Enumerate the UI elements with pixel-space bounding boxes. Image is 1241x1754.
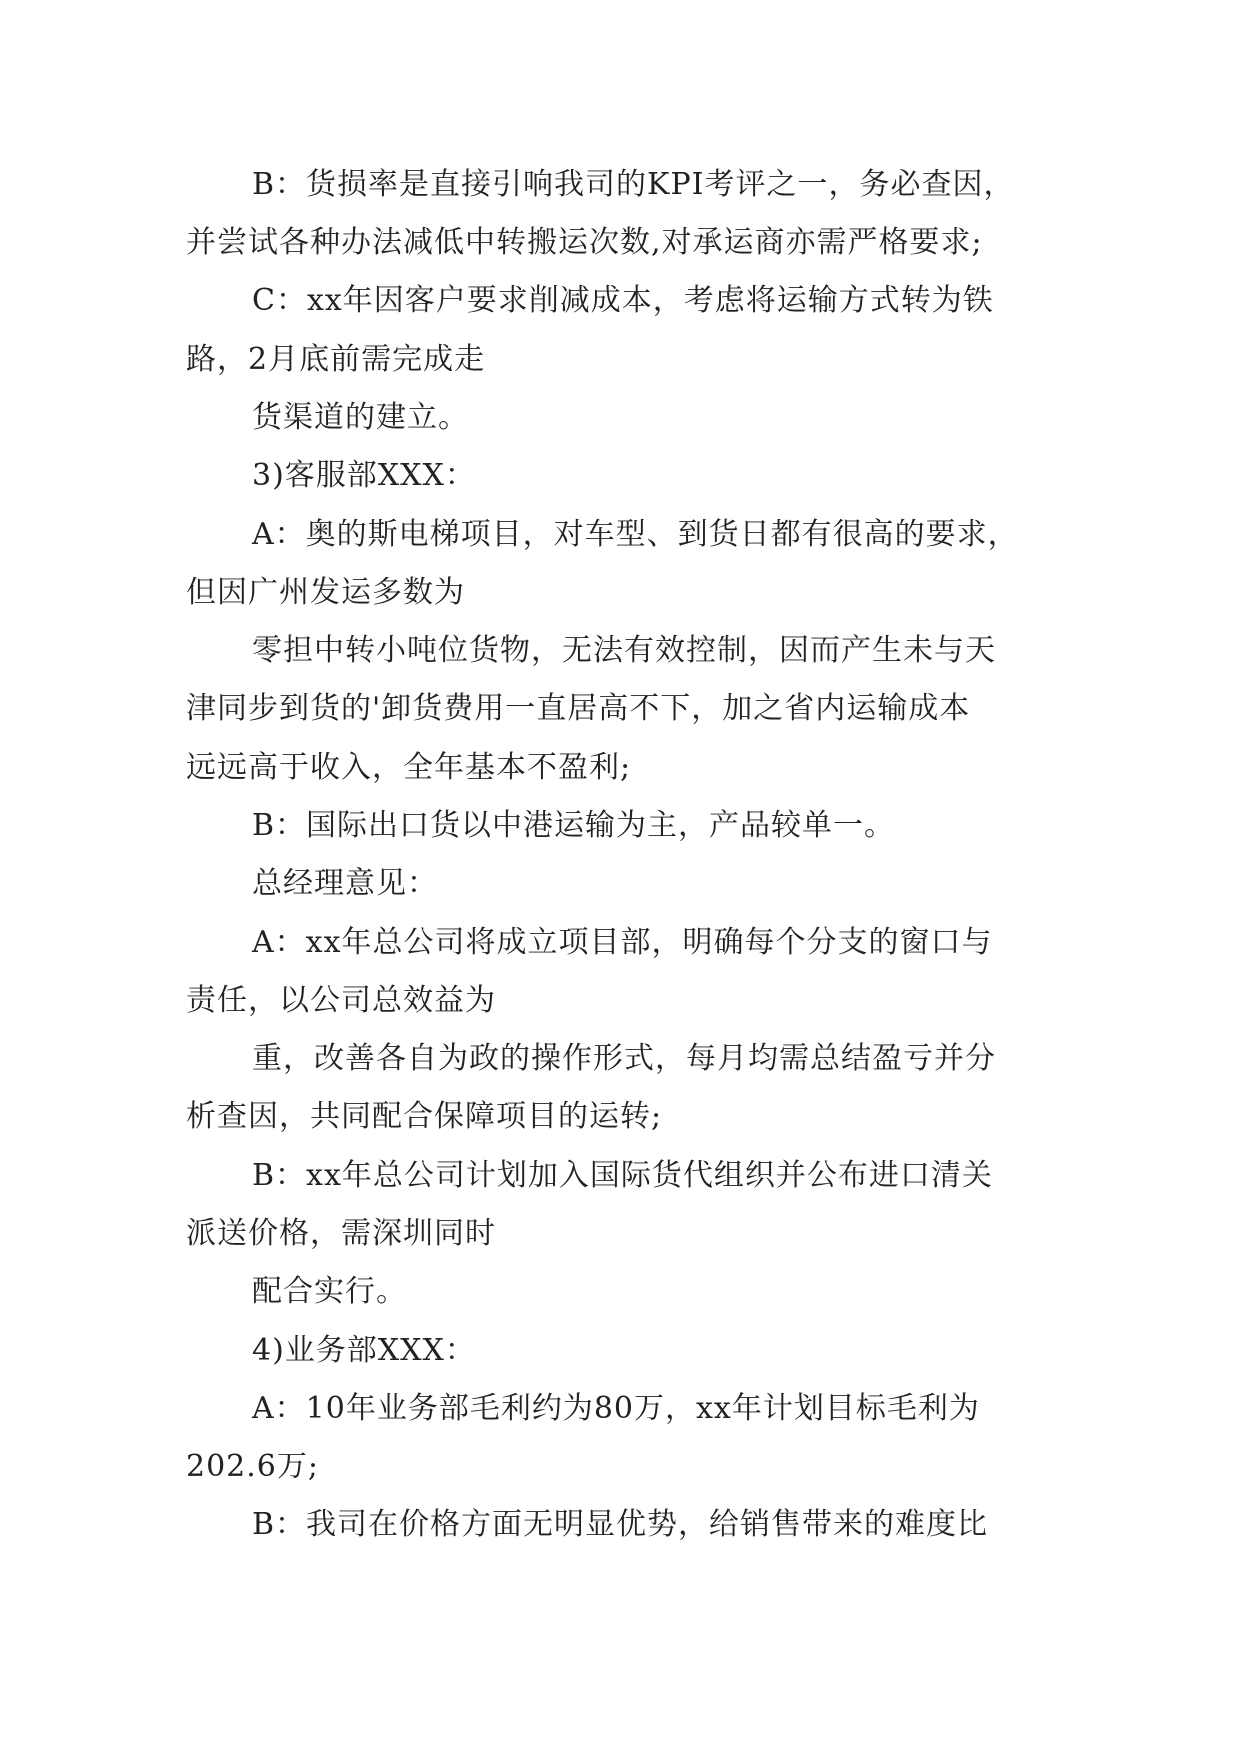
text-line: B：我司在价格方面无明显优势，给销售带来的难度比	[252, 1507, 989, 1542]
section-heading: 3)客服部XXX：	[252, 458, 476, 493]
text-line: 并尝试各种办法减低中转搬运次数,对承运商亦需严格要求;	[186, 225, 983, 260]
text-line: B：xx年总公司计划加入国际货代组织并公布进口清关	[252, 1158, 993, 1193]
text-line: 202.6万;	[186, 1449, 319, 1484]
text-line: 重，改善各自为政的操作形式，每月均需总结盈亏并分	[252, 1041, 996, 1076]
section-heading: 总经理意见：	[252, 866, 438, 901]
text-line: 零担中转小吨位货物，无法有效控制，因而产生未与天	[252, 633, 996, 668]
text-line: C：xx年因客户要求削减成本，考虑将运输方式转为铁	[252, 283, 994, 318]
text-line: B：货损率是直接引响我司的KPI考评之一，务必查因，	[252, 167, 1015, 202]
text-line: A：10年业务部毛利约为80万，xx年计划目标毛利为	[252, 1391, 980, 1426]
text-line: 析查因，共同配合保障项目的运转;	[186, 1099, 663, 1134]
text-line: 配合实行。	[252, 1274, 407, 1309]
text-line: A：xx年总公司将成立项目部，明确每个分支的窗口与	[252, 925, 993, 960]
section-heading: 4)业务部XXX：	[252, 1333, 476, 1368]
text-line: A：奥的斯电梯项目，对车型、到货日都有很高的要求，	[252, 517, 1019, 552]
text-line: 远远高于收入，全年基本不盈利;	[186, 750, 632, 785]
text-line: 路，2月底前需完成走	[186, 342, 486, 377]
text-line: 津同步到货的'卸货费用一直居高不下，加之省内运输成本	[186, 691, 971, 726]
text-line: B：国际出口货以中港运输为主，产品较单一。	[252, 808, 896, 843]
text-line: 但因广州发运多数为	[186, 575, 465, 610]
text-line: 派送价格，需深圳同时	[186, 1216, 496, 1251]
text-line: 货渠道的建立。	[252, 400, 469, 435]
text-line: 责任，以公司总效益为	[186, 983, 496, 1018]
